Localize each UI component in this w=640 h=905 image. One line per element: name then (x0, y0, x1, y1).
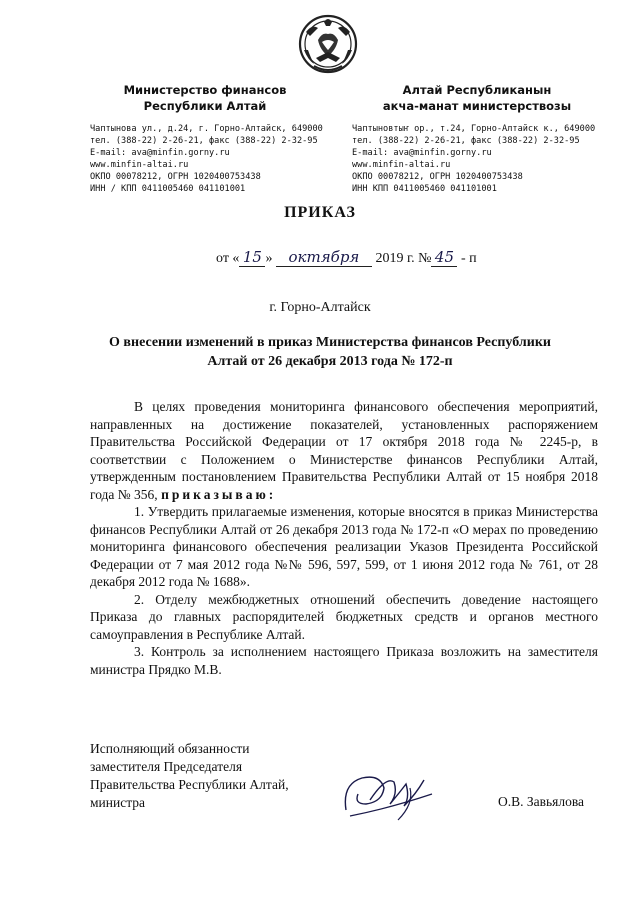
order-date-line: от « 15 » октября 2019 г. № 45 - п (216, 248, 477, 266)
city: г. Горно-Алтайск (269, 300, 371, 315)
contact-line: ИНН / КПП 0411005460 041101001 (90, 184, 246, 194)
contact-website: www.minfin-altai.ru (352, 160, 451, 170)
header-right (352, 82, 602, 195)
org-name-ru: Министерство финансов Республики Алтай (123, 83, 287, 113)
contacts-ru (90, 123, 323, 195)
document-body (90, 398, 598, 678)
contact-line: ОКПО 00078212, ОГРН 1020400753438 (352, 172, 523, 182)
handwritten-order-number: 45 (431, 248, 457, 267)
order-item: 2. Отделу межбюджетных отношений обеспечить доведение настоящего Приказа до главных распорядителей бюджетных средств и органов местного самоуправления в Республике Алтай. (90, 591, 598, 642)
preamble-paragraph: В целях проведения мониторинга финансового обеспечения мероприятий, направленных на достижение показателей, установленных распоряжением Правительства Российской Федерации от 17 октября 2018 года № 2245-р, в соответствии с Положением о Министерстве финансов Республики Алтай, утвержденным постановлением Правительства Республики Алтай от 15 ноября 2018 года № 356, приказываю: (90, 399, 598, 502)
contacts-alt (352, 123, 602, 195)
document-subject: О внесении изменений в приказ Министерства финансов Республики Алтай от 26 декабря 2013 года № 172-п (109, 335, 551, 369)
contact-line: тел. (388-22) 2-26-21, факс (388-22) 2-32-95 (352, 136, 580, 146)
contact-line: Чаптыновтыҥ ор., т.24, Горно-Алтайск к., 649000 (352, 124, 596, 134)
contact-line: Чаптынова ул., д.24, г. Горно-Алтайск, 649000 (90, 124, 323, 134)
document-title: ПРИКАЗ (284, 204, 356, 221)
org-name-alt: Алтай Республиканын акча-манат министерствозы (382, 83, 572, 113)
command-word: приказываю: (161, 486, 277, 502)
altai-republic-emblem-icon (296, 10, 360, 78)
contact-website: www.minfin-altai.ru (90, 160, 189, 170)
handwritten-signature-icon (340, 764, 450, 824)
signatory-name: О.В. Завьялова (498, 794, 585, 809)
handwritten-day: 15 (239, 248, 265, 267)
signatory-position: Исполняющий обязанности заместителя Председателя Правительства Республики Алтай, министра (90, 741, 289, 810)
handwritten-month: октября (276, 248, 372, 267)
header-left (90, 82, 323, 195)
order-item: 1. Утвердить прилагаемые изменения, которые вносятся в приказ Министерства финансов Республики Алтай от 26 декабря 2013 года № 172-п «О мерах по проведению мониторинга финансового обеспечения реализации Указов Президента Российской Федерации от 7 мая 2012 года №№ 596, 597, 599, от 1 июня 2012 года № 761, от 28 декабря 2012 года № 1688». (90, 504, 598, 589)
contact-email: E-mail: ava@minfin.gorny.ru (90, 148, 230, 158)
contact-line: ОКПО 00078212, ОГРН 1020400753438 (90, 172, 261, 182)
contact-line: тел. (388-22) 2-26-21, факс (388-22) 2-32-95 (90, 136, 318, 146)
contact-email: E-mail: ava@minfin.gorny.ru (352, 148, 492, 158)
contact-line: ИНН КПП 0411005460 041101001 (352, 184, 497, 194)
order-item: 3. Контроль за исполнением настоящего Приказа возложить на заместителя министра Прядко М.В. (90, 644, 598, 677)
